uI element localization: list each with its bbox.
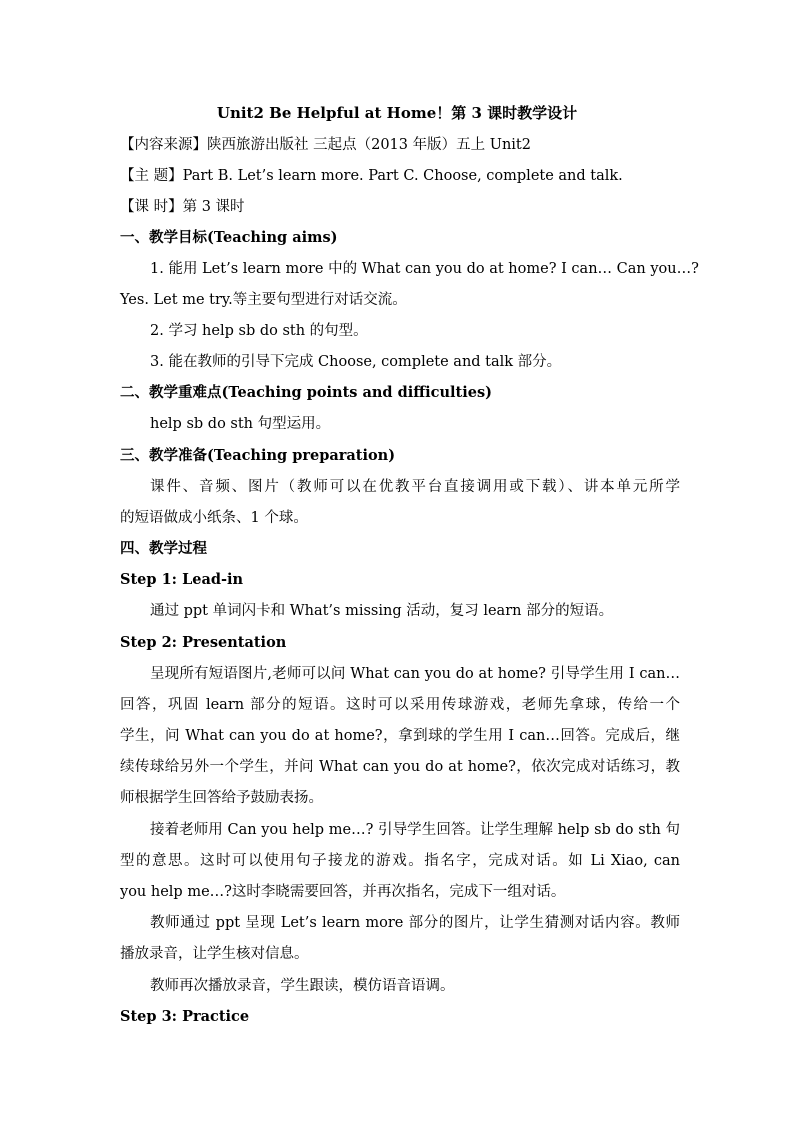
step2-p1-line2: 回答，巩固 learn 部分的短语。这时可以采用传球游戏，老师先拿球，传给一个: [120, 697, 680, 713]
document-title: Unit2 Be Helpful at Home！第 3 课时教学设计: [216, 104, 578, 122]
aim1-line1: 1. 能用 Let’s learn more 中的 What can you do at home? I can… Can you…?: [150, 261, 699, 277]
section3-heading: 三、教学准备(Teaching preparation): [120, 447, 396, 464]
step2-p2-line2: 型的意思。这时可以使用句子接龙的游戏。指名字，完成对话。如 Li Xiao, can: [120, 853, 680, 869]
step2-p2-line1: 接着老师用 Can you help me…? 引导学生回答。让学生理解 help sb do sth 句: [150, 822, 680, 838]
section3-line2: 的短语做成小纸条、1 个球。: [120, 510, 308, 526]
meta-period: 【课 时】第 3 课时: [120, 199, 245, 215]
meta-topic: 【主 题】Part B. Let’s learn more. Part C. Choose, complete and talk.: [120, 168, 623, 184]
step2-p1-line5: 师根据学生回答给予鼓励表扬。: [120, 790, 323, 806]
step2-p1-line1: 呈现所有短语图片,老师可以问 What can you do at home? 引导学生用 I can…: [150, 666, 680, 682]
section2-body: help sb do sth 句型运用。: [150, 416, 331, 432]
step1-heading: Step 1: Lead-in: [120, 571, 244, 588]
step2-p4-line1: 教师再次播放录音，学生跟读，模仿语音语调。: [150, 978, 455, 994]
step2-p1-line3: 学生，问 What can you do at home?，拿到球的学生用 I can…回答。完成后，继: [120, 728, 680, 744]
step2-p3-line2: 播放录音，让学生核对信息。: [120, 946, 309, 962]
step2-heading: Step 2: Presentation: [120, 634, 287, 651]
section1-heading: 一、教学目标(Teaching aims): [120, 229, 338, 246]
step2-p1-line4: 续传球给另外一个学生，并问 What can you do at home?，依次完成对话练习，教: [120, 759, 680, 775]
section4-heading: 四、教学过程: [120, 540, 207, 557]
aim1-line2: Yes. Let me try.等主要句型进行对话交流。: [120, 292, 407, 308]
step2-p3-line1: 教师通过 ppt 呈现 Let’s learn more 部分的图片，让学生猜测对话内容。教师: [150, 915, 680, 931]
aim3: 3. 能在教师的引导下完成 Choose, complete and talk 部分。: [150, 354, 562, 370]
section2-heading: 二、教学重难点(Teaching points and difficulties): [120, 384, 493, 401]
aim2: 2. 学习 help sb do sth 的句型。: [150, 323, 368, 339]
step2-p2-line3: you help me…?这时李晓需要回答，并再次指名，完成下一组对话。: [120, 884, 566, 900]
meta-source: 【内容来源】陕西旅游出版社 三起点（2013 年版）五上 Unit2: [120, 137, 531, 153]
step3-heading: Step 3: Practice: [120, 1008, 250, 1025]
section3-line1: 课件、音频、图片（教师可以在优教平台直接调用或下载）、讲本单元所学: [150, 479, 680, 495]
step1-line1: 通过 ppt 单词闪卡和 What’s missing 活动，复习 learn 部分的短语。: [150, 603, 614, 619]
